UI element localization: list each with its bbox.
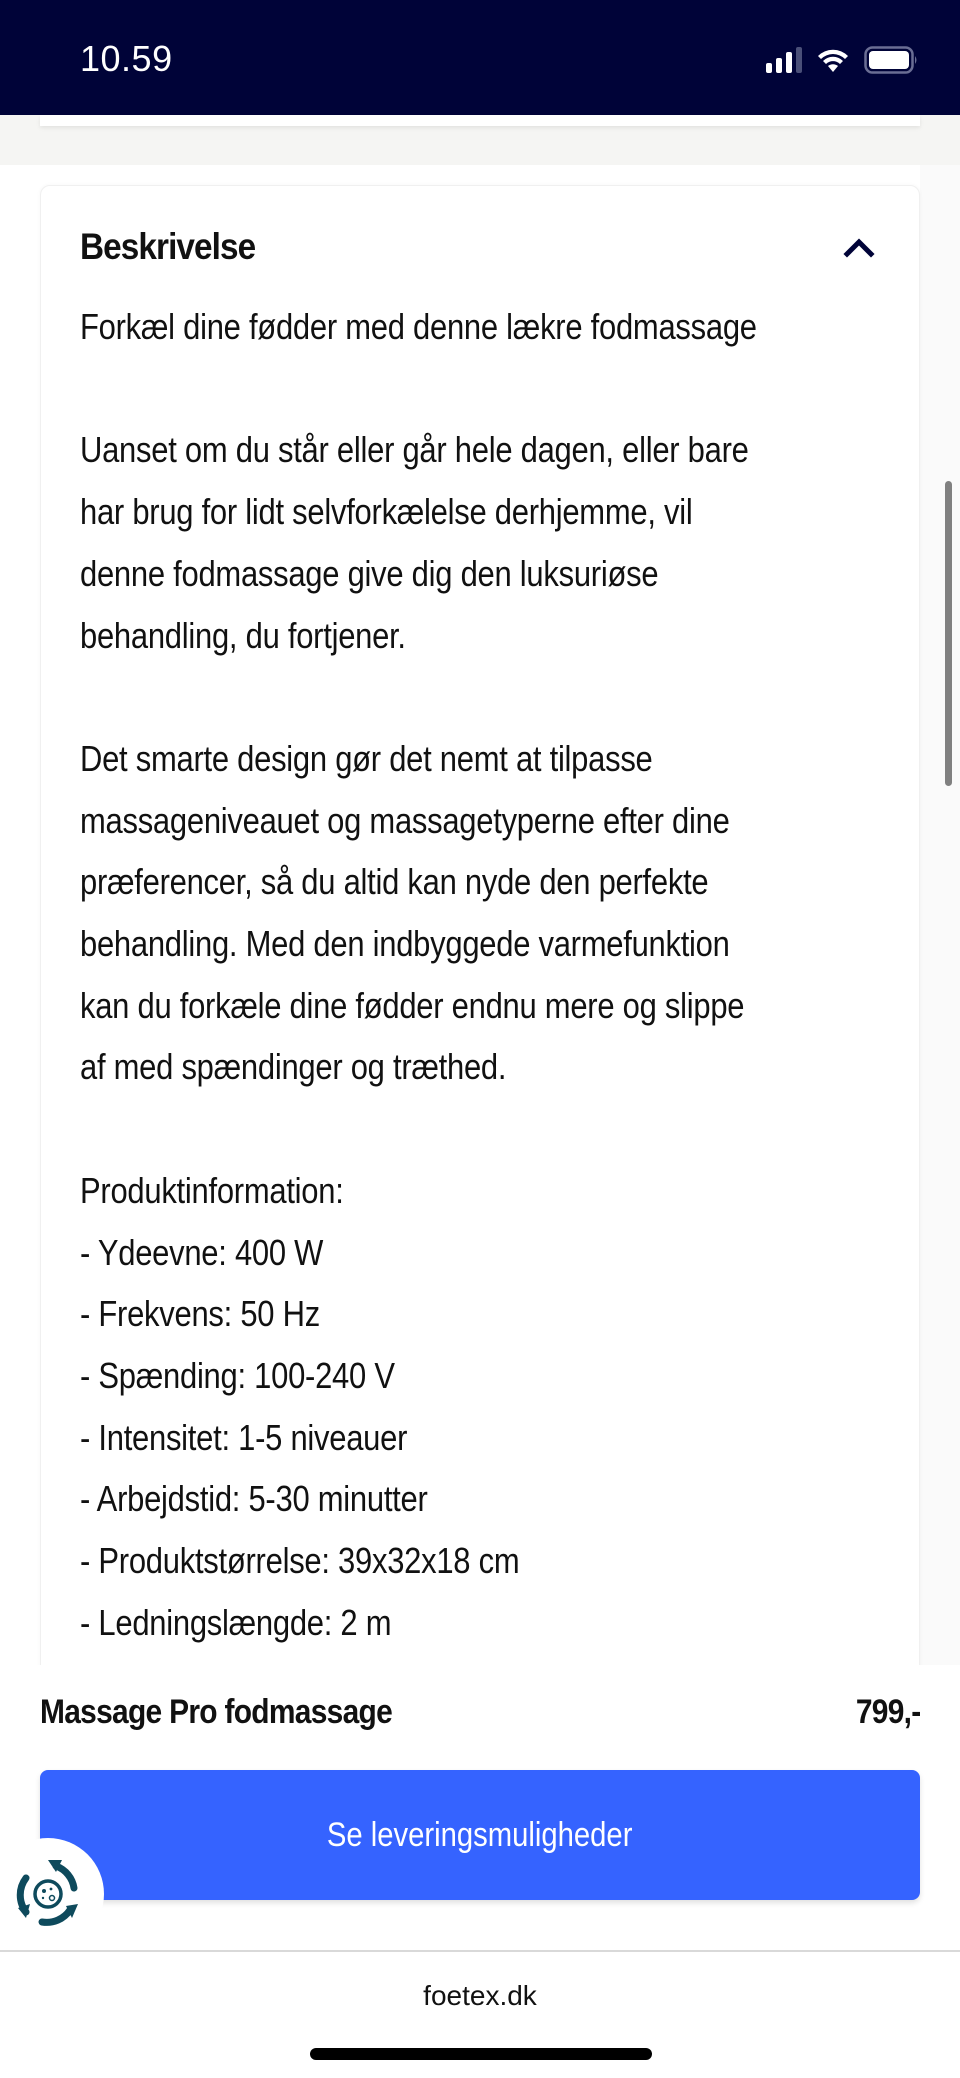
description-line: Uanset om du står eller går hele dagen, eller bare (80, 429, 749, 471)
home-indicator[interactable] (310, 2048, 652, 2060)
status-icons (766, 46, 920, 74)
recycle-cycle-icon (8, 1854, 88, 1934)
previous-card-edge (40, 115, 920, 126)
description-line: behandling. Med den indbyggede varmefunktion (80, 923, 730, 964)
product-info-item: - Frekvens: 50 Hz (80, 1293, 320, 1335)
page-scrollbar[interactable] (945, 481, 952, 786)
status-time: 10.59 (80, 38, 173, 79)
sticky-purchase-bar (0, 1665, 960, 1950)
description-accordion-header[interactable] (80, 222, 879, 272)
product-info-item: - Produktstørrelse: 39x32x18 cm (80, 1540, 520, 1582)
product-price: 799,- (855, 1693, 920, 1731)
product-info-item: - Intensitet: 1-5 niveauer (80, 1416, 408, 1458)
description-card (40, 185, 920, 1705)
product-info-item: - Ydeevne: 400 W (80, 1231, 324, 1273)
url-text[interactable]: foetex.dk (423, 1980, 537, 2011)
description-line: har brug for lidt selvforkælelse derhjemme, vil (80, 491, 693, 533)
delivery-options-button[interactable] (40, 1770, 920, 1900)
status-bar (0, 0, 960, 115)
delivery-options-label: Se leveringsmuligheder (327, 1815, 633, 1854)
battery-icon (864, 46, 920, 74)
description-intro: Forkæl dine fødder med denne lækre fodmassage (80, 306, 757, 347)
description-line: kan du forkæle dine fødder endnu mere og slippe (80, 984, 745, 1026)
description-title: Beskrivelse (80, 226, 256, 267)
product-info-item: - Ledningslængde: 2 m (80, 1601, 392, 1643)
description-line: af med spændinger og træthed. (80, 1046, 507, 1088)
product-info-item: - Arbejdstid: 5-30 minutter (80, 1478, 428, 1520)
product-info-heading: Produktinformation: (80, 1169, 344, 1211)
product-name: Massage Pro fodmassage (40, 1693, 393, 1731)
description-body (80, 296, 920, 1653)
description-line: præferencer, så du altid kan nyde den perfekte (80, 861, 709, 903)
product-info-item: - Spænding: 100-240 V (80, 1354, 395, 1396)
description-line: behandling, du fortjener. (80, 614, 406, 656)
page-gutter (920, 165, 960, 1665)
description-line: massageniveauet og massagetyperne efter dine (80, 799, 730, 841)
chevron-up-icon[interactable] (839, 232, 879, 262)
description-line: Det smarte design gør det nemt at tilpasse (80, 737, 653, 779)
wifi-icon (816, 47, 850, 73)
signal-icon (766, 47, 802, 73)
description-line: denne fodmassage give dig den luksuriøse (80, 552, 659, 594)
browser-url-bar[interactable] (0, 1950, 960, 2078)
